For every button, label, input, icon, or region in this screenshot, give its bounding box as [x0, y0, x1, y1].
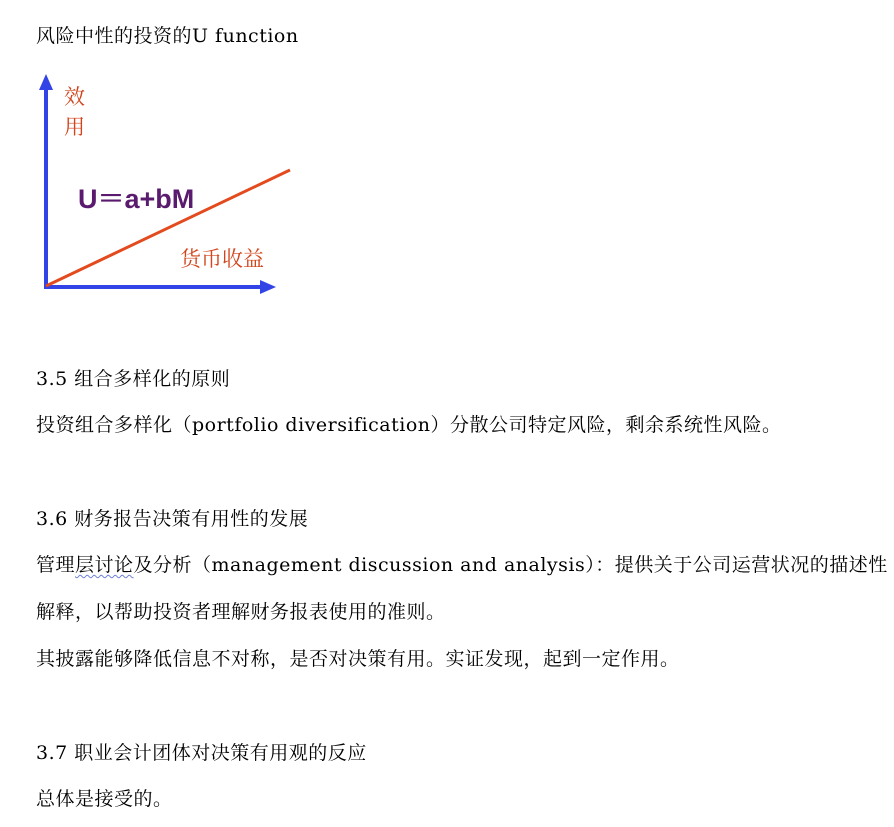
- section-3-6-body-prefix: 管理: [36, 554, 76, 576]
- y-axis-label-char-2: 用: [64, 115, 85, 139]
- section-3-5-title: 3.5 组合多样化的原则: [36, 368, 231, 390]
- risk-neutral-heading: 风险中性的投资的U function: [36, 25, 299, 47]
- section-3-6-body-rest: 及分析（management discussion and analysis）：提供关于公司运营状况的描述性: [133, 554, 888, 576]
- section-3-6-body-line-1: [36, 553, 888, 577]
- section-3-6-body-line-2: 解释，以帮助投资者理解财务报表使用的准则。: [36, 601, 446, 623]
- section-3-6-body-line-3: 其披露能够降低信息不对称，是否对决策有用。实证发现，起到一定作用。: [36, 648, 680, 670]
- section-3-7-title: 3.7 职业会计团体对决策有用观的反应: [36, 742, 367, 764]
- utility-function-figure: [30, 68, 300, 300]
- section-3-7-body: 总体是接受的。: [36, 788, 173, 810]
- spellcheck-squiggle-text: 层讨论: [75, 554, 134, 576]
- y-axis-label-char-1: 效: [64, 85, 85, 109]
- section-3-6-title: 3.6 财务报告决策有用性的发展: [36, 508, 309, 530]
- utility-formula: U＝a+bM: [78, 184, 195, 214]
- utility-chart-svg: [30, 68, 300, 300]
- x-axis-arrow: [260, 280, 276, 294]
- x-axis-label: 货币收益: [180, 247, 264, 271]
- section-3-5-body: 投资组合多样化（portfolio diversification）分散公司特定风险，剩余系统性风险。: [36, 414, 782, 436]
- y-axis-arrow: [39, 74, 53, 90]
